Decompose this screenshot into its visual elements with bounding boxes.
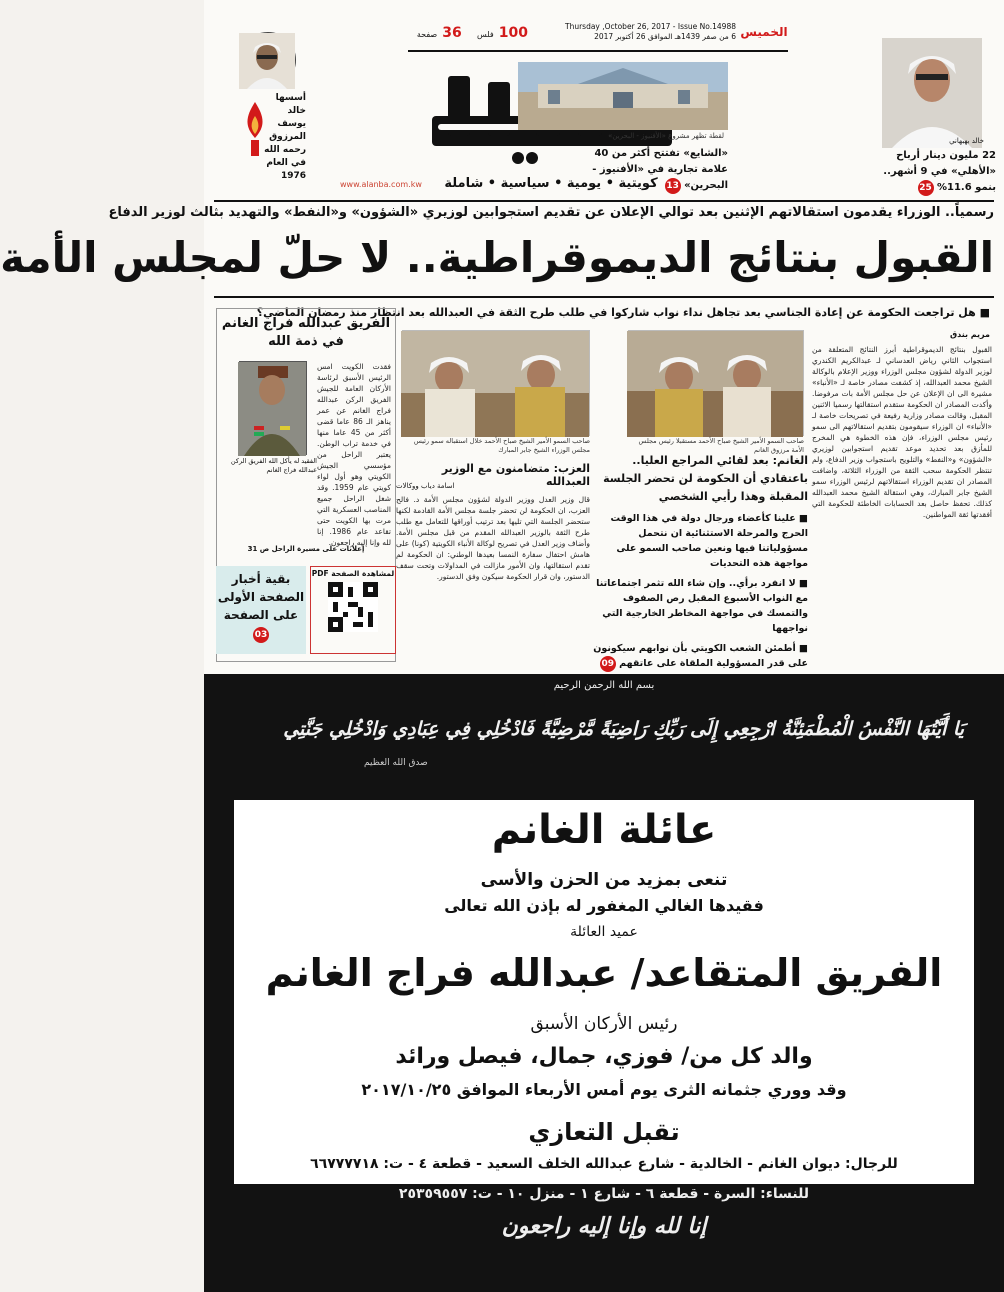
issue-bar xyxy=(408,22,788,52)
profile-more-link[interactable]: إعلانات على مسيرة الراحل ص 31 xyxy=(247,545,365,553)
divider xyxy=(214,296,994,298)
founder-line: أسسها xyxy=(275,93,306,103)
quote-item xyxy=(592,511,808,571)
amir-photo-2-caption: صاحب السمو الأمير الشيخ صباح الأحمد خلال استقباله سمو رئيس مجلس الوزراء الشيخ جابر المبارك xyxy=(413,437,590,454)
date-english: Thursday ,October 26, 2017 - Issue No.14988 xyxy=(564,22,736,31)
day-label: الخميس xyxy=(740,25,788,39)
quote-item-text: أطمئن الشعب الكويتي بأن نوابهم سيكونون على قدر المسؤولية الملقاة على عاتقهم xyxy=(593,643,808,669)
amir-photo-1-caption: صاحب السمو الأمير الشيخ صباح الأحمد مستقبلا رئيس مجلس الأمة مرزوق الغانم xyxy=(638,437,804,454)
notice-line-1: تنعى بمزيد من الحزن والأسى xyxy=(480,870,728,890)
condolences-title: تقبل التعازي xyxy=(528,1118,680,1146)
lead-headline[interactable]: القبول بنتائج الديموقراطية.. لا حلّ لمجلس الأمة xyxy=(0,233,994,282)
condolences-women: للنساء: السرة - قطعة ٦ - شارع ١ - منزل ١٠ - ت: ٢٥٣٥٩٥٥٧ xyxy=(398,1186,810,1202)
profile-photo-caption: الفقيد له يأكل الله الفريق الركن عبدالله فراج الغانم xyxy=(230,457,317,474)
obituary-ad xyxy=(204,674,1004,1292)
founder-line: رحمه الله xyxy=(264,145,306,155)
deceased-children: والد كل من/ فوزي، جمال، فيصل ورائد xyxy=(395,1044,813,1069)
quotes-headline[interactable]: الغانم: بعد لقائي المراجع العليا.. باعتقادي أن الحكومة لن تحضر الجلسة المقبلة وهذا رأيي الشخصي xyxy=(603,454,808,503)
quote-item xyxy=(592,576,808,636)
bismillah: بسم الله الرحمن الرحيم xyxy=(553,680,655,691)
rest-of-news-text: بقية أخبار الصفحة الأولى على الصفحة xyxy=(217,572,305,622)
deceased-title: رئيس الأركان الأسبق xyxy=(530,1014,678,1034)
military-portrait-icon xyxy=(238,362,306,456)
quote-item-text: علينا كأعضاء ورجال دولة في هذا الوقت الحرج والمرحلة الاستثنائية ان نتحمل مسؤولياتنا فيها ونعين صاحب السمو على مواجهة هذه التحديات xyxy=(610,513,808,569)
tagline: كويتية • يومية • سياسية • شاملة xyxy=(444,176,658,191)
profile-title[interactable]: الفريق عبدالله فراج الغانم في ذمة الله xyxy=(221,316,391,349)
square-bullet-icon: ■ xyxy=(799,513,808,524)
obituary-notice xyxy=(234,800,974,1184)
azb-headline[interactable]: العزب: متضامنون مع الوزير العبدالله xyxy=(441,462,590,488)
divider xyxy=(214,200,994,202)
page-badge: 03 xyxy=(253,627,269,643)
founder-line: 1976 xyxy=(280,171,306,181)
pdf-qr-label: لمشاهدة الصفحة PDF xyxy=(311,569,395,578)
lead-kicker[interactable]: رسمياً.. الوزراء يقدمون استقالاتهم الإثنين بعد توالي الإعلان عن تقديم استجوابين لوزيري «الشؤون» و«النفط» والتهديد بثالث لوزير الدفاع xyxy=(108,205,994,220)
deceased-name: الفريق المتقاعد/ عبدالله فراج الغانم xyxy=(265,951,943,995)
meeting-photo-icon xyxy=(627,331,803,437)
founder-portrait xyxy=(240,32,296,88)
closing-verse: إنا لله وإنا إليه راجعون xyxy=(501,1214,707,1239)
promo-ahli-photo xyxy=(882,38,982,148)
burial-note: وقد ووري جثمانه الثرى يوم أمس الأربعاء الموافق ٢٠١٧/١٠/٢٥ xyxy=(361,1080,847,1099)
quote-item-text: لا انفرد برأي.. وإن شاء الله تثمر اجتماعاتنا مع النواب الأسبوع المقبل رص الصفوف والتمسك في مواجهة المخاطر الخارجية التي نواجهها xyxy=(596,578,808,634)
date-arabic: 6 من صفر 1439هـ الموافق 26 أكتوبر 2017 xyxy=(594,32,736,41)
quran-verse: يَا أَيَّتُهَا النَّفْسُ الْمُطْمَئِنَّةُ ارْجِعِي إِلَى رَبِّكِ رَاضِيَةً مَّرْضِيَّةً فَادْخُلِي فِي عِبَادِي وَادْخُلِي جَنَّتِي xyxy=(283,718,964,740)
price-box xyxy=(408,22,528,44)
pdf-qr-box[interactable] xyxy=(310,566,396,654)
promo-ahli-title[interactable] xyxy=(874,148,996,196)
page-badge: 13 xyxy=(665,178,681,194)
footer-boxes xyxy=(216,566,396,658)
general-portrait xyxy=(239,361,307,455)
meeting-photo-icon xyxy=(401,331,589,437)
avenues-mall-rendering-icon xyxy=(518,62,728,130)
founder-line: المرزوق xyxy=(269,132,306,142)
promo-avenues-caption: لقطة تظهر مشروع «الأفنيوز - البحرين» xyxy=(608,132,724,140)
dateline xyxy=(556,22,736,42)
promo-avenues-title[interactable] xyxy=(588,146,728,194)
notice-line-3: عميد العائلة xyxy=(570,924,638,940)
masthead xyxy=(204,0,1004,200)
promo-avenues-title-text: «الشايع» تفتتح أكثر من 40 علامة تجارية في «الأفنيوز - البحرين» xyxy=(592,148,728,191)
page-badge: 25 xyxy=(918,180,934,196)
lead-body-right: القبول بنتائج الديموقراطية أبرز النتائج المتعلقة من استجواب الثاني رياض العدساني لـ عبدالكريم الكندري لوزير الدولة لشؤون مجلس الوزراء ووزير الإعلام بالوكالة الشيخ محمد العبدالله، إذ كشفت مصادر خاصة لـ «الأنباء» مشيرة الى ان الإعلان عن حل مجلس الأمة بات مرفوضا. وأكدت المصادر ان الحكومة ستقدم استقالتها رسميا الاثنين المقبل، وقالت مصادر وزارية رفيعة في تصريحات خاصة لـ «الأنباء» ان الوزراء سيقومون بتقديم استقالاتهم الى سمو رئيس مجلس الوزراء، فإن هذه الخطوة هي المخرج للمأزق بعد تحديد موعد تقديم استجوابين لوزيري «الشؤون» و«النفط» والتلويح باستجواب وزير الدفاع، ولم تنتظر الحكومة سحب الثقة من الوزراء الثلاثة، واضافت المصادر ان تقديم الوزراء استقالاتهم لرئيس الوزراء سمو الشيخ جابر المبارك، وهي استقالة الشيخ محمد العبدالله كذلك. تحفظ حاصل بعد الحسابات الخاطئة للحكومة التي أفقدتها ثقة المواطنين. xyxy=(812,345,992,519)
founder-line: في العام xyxy=(266,158,306,168)
lead-subheadline-text: هل تراجعت الحكومة عن إعادة الجناسي بعد تجاهل نداء نواب شاركوا في طلب طرح الثقة في العبدالله بعد انتظار منذ رمضان الماضي؟ xyxy=(256,306,976,319)
amir-photo-2[interactable] xyxy=(402,330,590,436)
person-photo-icon xyxy=(882,38,982,148)
founder-line: خالد يوسف xyxy=(277,106,306,129)
azb-body: قال وزير العدل ووزير الدولة لشؤون مجلس الأمة د. فالح العزب، ان الحكومة لن تحضر جلسة مجلس الأمة القادمة لكنها ستحضر الجلسة التي تليها بعد ترتيب أوراقها للتعامل مع طلب طرح الثقة بالوزير العبدالله المقدم من قبل مجلس الأمة. وأضاف وزير العدل في تصريح لوكالة الأنباء الكويتية (كونا) على هامش احتفال سفارة النمسا بعيدها الوطني: ان الحكومة لم تقدم استقالتها، وان الأمور مازالت في المداولات وتحت سقف الدستور، وان قرار الحكومة سيكون وفق الدستور. xyxy=(396,495,590,581)
profile-body: فقدت الكويت امس الرئيس الأسبق لرئاسة الأركان العامة للجيش الفريق الركن عبدالله فراج الغانم عن عمر يناهز الـ 86 عاما قضى أكثر من 45 عاما منها في خدمة تراب الوطن. يعتبر الراحل من مؤسسي الجيش الكويتي وهو أول لواء كويتي عام 1959. وقد شغل الراحل جميع المناصب العسكرية التي مرت بها الكويت حتى تقاعد عام 1986. إنا لله وإنا إليه راجعون. xyxy=(317,362,392,547)
flame-emblem-icon xyxy=(240,100,270,160)
azb-byline: اسامة دياب ووكالات xyxy=(396,482,455,490)
website-url[interactable]: www.alanba.com.kw xyxy=(340,180,422,189)
pages-value: 36 xyxy=(442,25,462,41)
notice-line-2: فقيدها الغالي المغفور له بإذن الله تعالى xyxy=(444,896,764,915)
page-badge: 09 xyxy=(600,656,616,672)
quote-item xyxy=(592,641,808,672)
promo-ahli-title-text: 22 مليون دينار أرباح «الأهلي» في 9 أشهر.. بنمو 11.6% xyxy=(883,150,996,193)
price-value: 100 xyxy=(498,25,528,41)
verse-source: صدق الله العظيم xyxy=(364,758,428,768)
amir-photo-1[interactable] xyxy=(628,330,804,436)
family-name: عائلة الغانم xyxy=(491,807,717,853)
qr-code-icon[interactable] xyxy=(328,582,378,632)
ghanim-quotes xyxy=(592,452,808,669)
square-bullet-icon: ■ xyxy=(799,578,808,589)
pages-unit: صفحة xyxy=(416,30,438,39)
promo-avenues-photo[interactable] xyxy=(518,62,728,130)
founder-portrait-icon xyxy=(239,33,295,89)
price-unit: فلس xyxy=(477,30,494,39)
rest-of-news-box[interactable] xyxy=(216,566,306,654)
lead-byline: مريم بندق xyxy=(949,330,990,339)
square-bullet-icon: ■ xyxy=(979,306,990,319)
condolences-men: للرجال: ديوان الغانم - الخالدية - شارع عبدالله الخلف السعيد - قطعة ٤ - ت: ٦٦٧٧٧٧١٨ xyxy=(310,1156,898,1172)
square-bullet-icon: ■ xyxy=(799,643,808,654)
promo-ahli-caption: خالد بهبهاني xyxy=(949,137,984,145)
promo-ahli-bank[interactable] xyxy=(878,36,996,152)
